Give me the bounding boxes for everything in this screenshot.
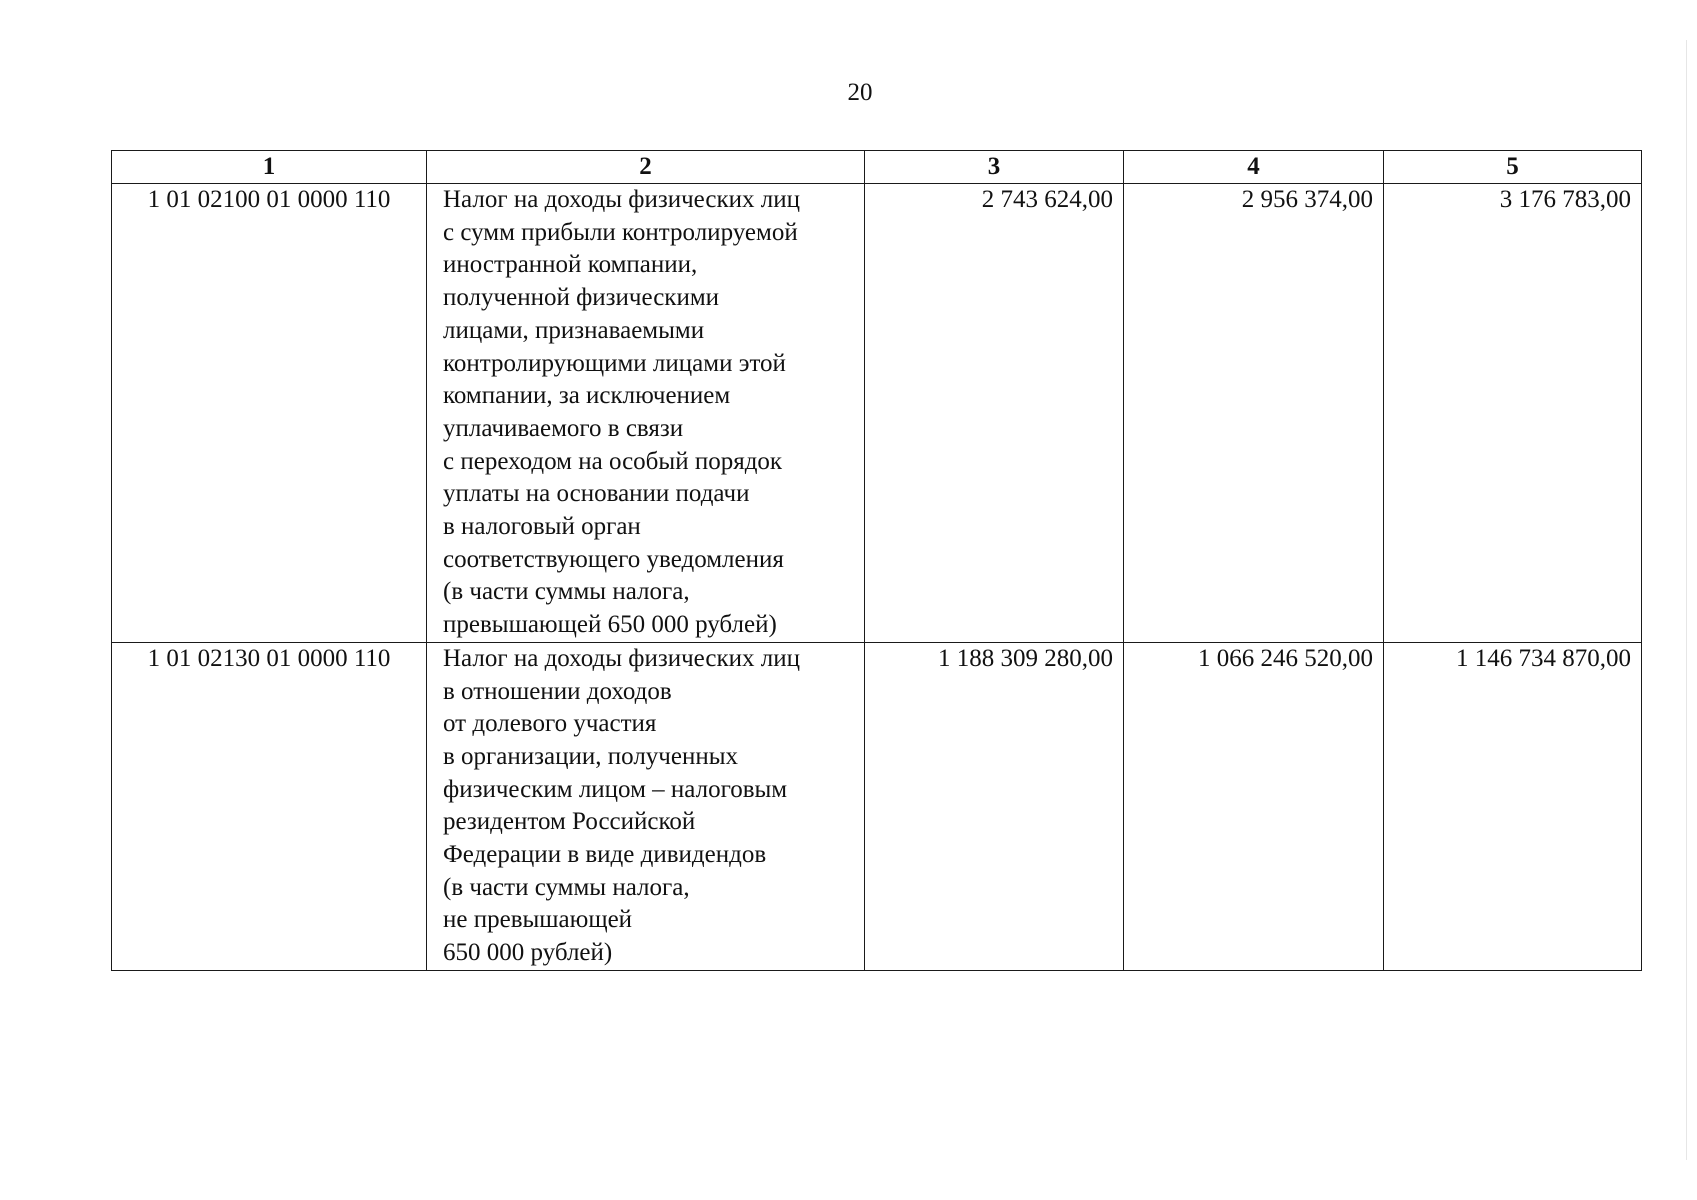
column-header-4: 4 (1124, 151, 1384, 184)
description-line: с переходом на особый порядок (443, 447, 783, 475)
column-header-2: 2 (427, 151, 865, 184)
description-line: физическим лицом – налоговым (443, 775, 788, 803)
description-line: с сумм прибыли контролируемой (443, 218, 798, 246)
description-line: уплаты на основании подачи (443, 480, 750, 508)
revenue-code: 1 01 02100 01 0000 110 (112, 184, 427, 643)
description-line: резидентом Российской (443, 808, 696, 836)
description-line: в налоговый орган (443, 513, 641, 541)
description-line: в организации, полученных (443, 742, 739, 770)
scan-edge-line (1686, 40, 1687, 1160)
amount-col-4: 1 066 246 520,00 (1124, 642, 1384, 970)
column-header-5: 5 (1384, 151, 1642, 184)
description-line: лицами, признаваемыми (443, 316, 705, 344)
revenue-table (111, 150, 1642, 971)
description-line: иностранной компании, (443, 251, 698, 279)
revenue-code: 1 01 02130 01 0000 110 (112, 642, 427, 970)
description-line: 650 000 рублей) (443, 939, 613, 967)
page-number: 20 (847, 79, 873, 106)
description-line: (в части суммы налога, (443, 873, 690, 901)
description-line: (в части суммы налога, (443, 578, 690, 606)
column-header-1: 1 (112, 151, 427, 184)
revenue-description (427, 184, 865, 643)
description-line: превышающей 650 000 рублей) (443, 611, 777, 639)
table-row (112, 184, 1642, 643)
description-line: уплачиваемого в связи (443, 414, 684, 442)
description-line: в отношении доходов (443, 677, 672, 705)
description-line: компании, за исключением (443, 382, 731, 410)
description-line: от долевого участия (443, 710, 657, 738)
revenue-description (427, 642, 865, 970)
amount-col-3: 2 743 624,00 (865, 184, 1124, 643)
description-line: полученной физическими (443, 284, 720, 312)
amount-col-4: 2 956 374,00 (1124, 184, 1384, 643)
description-line: соответствующего уведомления (443, 545, 784, 573)
table-row (112, 642, 1642, 970)
description-line: Налог на доходы физических лиц (443, 186, 800, 213)
table-header-row (112, 151, 1642, 184)
amount-col-5: 3 176 783,00 (1384, 184, 1642, 643)
amount-col-3: 1 188 309 280,00 (865, 642, 1124, 970)
column-header-3: 3 (865, 151, 1124, 184)
description-line: контролирующими лицами этой (443, 349, 786, 377)
description-line: не превышающей (443, 906, 633, 934)
description-line: Налог на доходы физических лиц (443, 644, 800, 672)
amount-col-5: 1 146 734 870,00 (1384, 642, 1642, 970)
description-line: Федерации в виде дивидендов (443, 841, 767, 869)
